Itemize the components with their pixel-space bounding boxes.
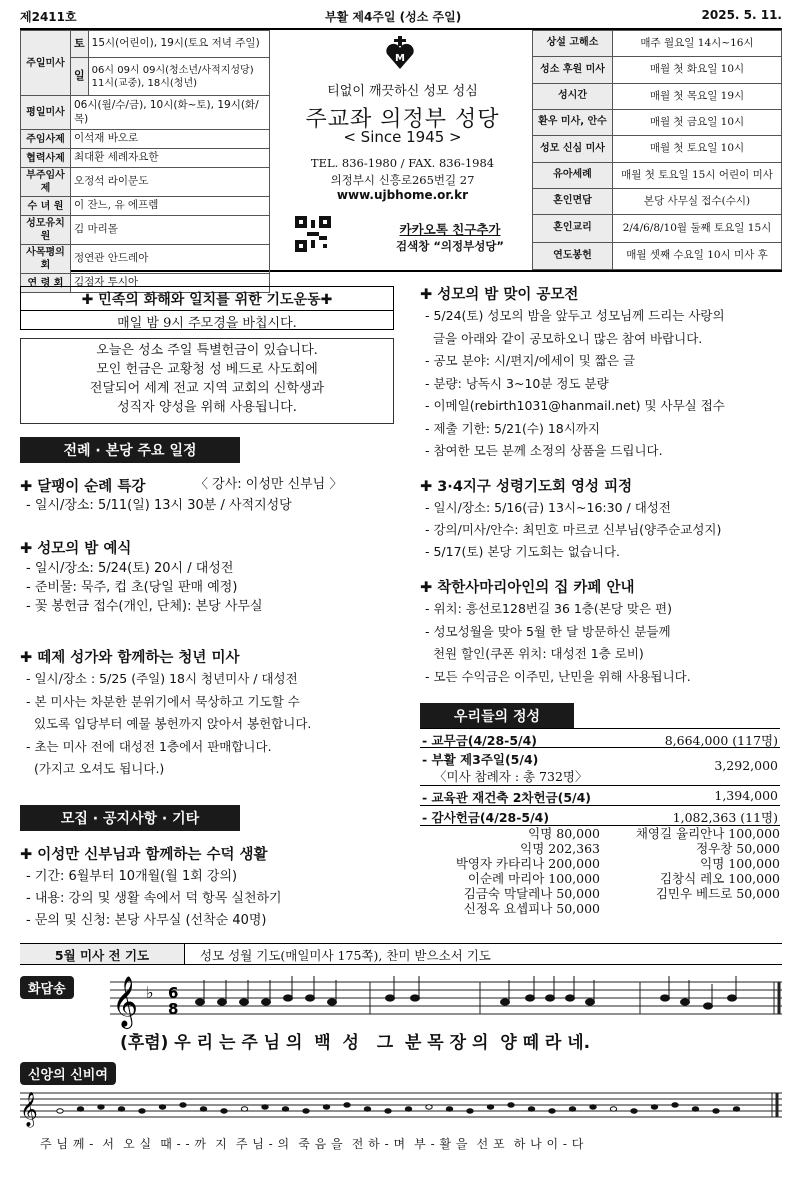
schedule-label: 혼인면담: [533, 188, 613, 214]
detail-line: - 모든 수익금은 이주민, 난민을 위해 사용됩니다.: [425, 668, 691, 684]
snail-detail: - 일시/장소: 5/11(일) 13시 30분 / 사적지성당: [26, 498, 292, 513]
label: 사목평의회: [21, 245, 71, 274]
prayer-movement-box: [20, 286, 394, 330]
detail-line: - 성모성월을 맞아 5월 한 달 방문하신 분들께: [425, 623, 671, 639]
note-head: [180, 1103, 186, 1107]
note-head: [566, 995, 575, 1001]
mystery-staff: [20, 1085, 782, 1133]
mystery-of-faith-tag: 신앙의 신비여: [20, 1062, 116, 1085]
note-head: [528, 1107, 534, 1111]
cafe-title-text: 착한사마리아인의 집 카페 안내: [437, 580, 635, 596]
top-bar: [20, 6, 782, 26]
snail-title: [20, 475, 145, 496]
prayer-bar-label: 5월 미사 전 기도: [20, 944, 185, 964]
schedule-row: [533, 215, 782, 242]
note-head: [728, 995, 737, 1001]
donor-row: [420, 856, 780, 871]
schedule-value: 매월 첫 토요일 15시 어린이 미사: [613, 162, 782, 188]
schedule-value: 2/4/6/8/10월 둘째 토요일 15시: [613, 215, 782, 242]
schedule-row: [533, 109, 782, 135]
schedule-row: [533, 242, 782, 269]
taize-title: [20, 646, 240, 667]
phone: TEL. 836-1980 / FAX. 836-1984: [310, 156, 495, 170]
detail-line: - 이메일(rebirth1031@hanmail.net) 및 사무실 접수: [425, 398, 725, 413]
detail-line: (가지고 오셔도 됩니다.): [26, 761, 165, 776]
offering-note: 〈미사 참례자 : 총 732명〉: [434, 769, 588, 784]
kakao-friend-link[interactable]: 카카오톡 친구추가: [399, 222, 501, 237]
time-signature-top: 6: [168, 984, 179, 1002]
poem-title-text: 성모의 밤 맞이 공모전: [437, 287, 579, 303]
cross-icon: ✚: [20, 541, 33, 557]
schedule-row: [533, 57, 782, 83]
cafe-title: [420, 576, 634, 597]
label: 수 녀 원: [21, 197, 71, 216]
offering-label: - 교육관 재건축 2차헌금(5/4): [422, 790, 592, 805]
schedule-row: [533, 83, 782, 109]
address: 의정부시 신흥로265번길 27: [330, 173, 475, 187]
offering-label: - 부활 제3주일(5/4): [422, 752, 539, 767]
schedule-label: 연도봉헌: [533, 242, 613, 269]
donor-entry: 이순례 마리아 100,000: [467, 871, 600, 886]
retreat-title: [20, 843, 268, 864]
note-head: [196, 999, 205, 1005]
cross-icon: ✚: [20, 650, 33, 666]
cross-icon: ✚: [420, 287, 433, 303]
label: 일: [71, 58, 89, 96]
schedule-value: 매월 첫 화요일 10시: [613, 57, 782, 83]
kakao-search-hint: 검색창 “의정부성당”: [396, 239, 504, 253]
poem-title: [420, 283, 578, 304]
treble-clef-icon: 𝄞: [112, 976, 139, 1027]
donor-row: [420, 871, 780, 886]
offering-list: [420, 728, 780, 916]
schedule-row: [533, 136, 782, 162]
cross-icon: ✚: [20, 847, 33, 863]
schedule-label: 성시간: [533, 83, 613, 109]
schedule-label: 유아세례: [533, 162, 613, 188]
detail-line: - 준비물: 묵주, 컵 초(당일 판매 예정): [26, 579, 238, 595]
note-head: [218, 999, 227, 1005]
schedule-row: [533, 31, 782, 57]
note-head: [98, 1105, 104, 1109]
special-line: 오늘은 성소 주일 특별헌금이 있습니다.: [96, 343, 318, 358]
donor-row: [420, 826, 780, 841]
note-head: [405, 1107, 411, 1111]
donor-entry: 채영길 율리안나 100,000: [635, 826, 780, 841]
note-head: [672, 1103, 678, 1107]
note-head: [631, 1109, 637, 1113]
label: 성모유치원: [21, 216, 71, 245]
donor-entry: 정우창 50,000: [696, 841, 780, 856]
week-title: 부활 제4주일 (성소 주일): [325, 10, 462, 24]
mystery-notes: [57, 1103, 740, 1113]
offering-row: [420, 728, 780, 748]
note-head: [118, 1107, 124, 1111]
schedule-value: 매주 월요일 14시~16시: [613, 31, 782, 57]
value: 김점자 투시아: [71, 274, 270, 293]
schedule-value: 매월 셋째 수요일 10시 미사 후: [613, 242, 782, 269]
detail-line: - 꽃 봉헌금 접수(개인, 단체): 본당 사무실: [26, 598, 263, 614]
detail-line: - 제출 기한: 5/21(수) 18시까지: [425, 420, 600, 436]
schedule-row: [533, 162, 782, 188]
label: 부주임사제: [21, 168, 71, 197]
offering-amount: 1,394,000: [714, 788, 778, 803]
note-head: [651, 1105, 657, 1109]
value: 정연관 안드레아: [71, 245, 270, 274]
detail-line: - 5/17(토) 본당 기도회는 없습니다.: [425, 543, 621, 559]
donor-entry: 박영자 카타리나 200,000: [455, 856, 600, 871]
mary-night-title-text: 성모의 밤 예식: [37, 541, 132, 557]
label: 주임사제: [21, 130, 71, 149]
special-collection-box: [20, 338, 394, 424]
schedule-row: [533, 188, 782, 214]
offering-header: 우리들의 정성: [420, 703, 574, 729]
donor-entry: 익명 80,000: [528, 826, 600, 841]
offering-row: [420, 786, 780, 806]
date: 2025. 5. 11.: [701, 8, 782, 22]
note-head: [57, 1109, 63, 1113]
prayer-movement-title: ✚ 민족의 화해와 일치를 위한 기도운동✚: [81, 292, 333, 308]
since: < Since 1945 >: [343, 128, 462, 146]
donor-row: [420, 841, 780, 856]
section-liturgy-header: 전례 · 본당 주요 일정: [20, 437, 240, 463]
value: 06시 09시 09시(청소년/사적지성당) 11시(교중), 18시(청년): [88, 58, 269, 96]
note-head: [526, 995, 535, 1001]
mary-night-title: [20, 537, 131, 558]
label: 연 령 회: [21, 274, 71, 293]
donor-row: [420, 886, 780, 901]
cross-icon: ✚: [20, 479, 33, 495]
note-head: [262, 999, 271, 1005]
schedule-value: 매월 첫 토요일 10시: [613, 136, 782, 162]
detail-line: - 일시/장소: 5/16(금) 13시~16:30 / 대성전: [425, 500, 671, 515]
donor-entry: 김창식 레오 100,000: [659, 871, 780, 886]
detail-line: - 기간: 6월부터 10개월(월 1회 강의): [26, 869, 238, 884]
mary-night-body: [26, 560, 263, 617]
tagline: 티없이 깨끗하신 성모 성심: [327, 84, 478, 99]
schedule-value: 본당 사무실 접수(수시): [613, 188, 782, 214]
note-head: [323, 1105, 329, 1109]
note-head: [344, 1103, 350, 1107]
prayer-movement-text: 매일 밤 9시 주모경을 바칩시다.: [21, 310, 393, 331]
parish-info: [275, 30, 530, 270]
note-head: [200, 1107, 206, 1111]
mass-prayer-bar: [20, 943, 782, 965]
label: 평일미사: [21, 96, 71, 130]
note-head: [487, 1105, 493, 1109]
donor-table: [420, 826, 780, 916]
note-head: [692, 1107, 698, 1111]
label: 협력사제: [21, 149, 71, 168]
note-head: [386, 995, 395, 1001]
donor-entry: 익명 100,000: [700, 856, 780, 871]
schedule-value: 매월 첫 목요일 19시: [613, 83, 782, 109]
donor-entry: [600, 901, 780, 916]
qr-code-icon[interactable]: [295, 216, 331, 252]
snail-lecturer: 〈 강사: 이성만 신부님 〉: [195, 477, 343, 492]
label: 토: [71, 31, 89, 58]
note-head: [159, 1105, 165, 1109]
detail-line: - 초는 미사 전에 대성전 1층에서 판매합니다.: [26, 738, 272, 754]
note-head: [704, 1003, 713, 1009]
donor-entry: 익명 202,363: [520, 841, 600, 856]
note-head: [77, 1107, 83, 1111]
detail-line: - 일시/장소: 5/24(토) 20시 / 대성전: [26, 561, 234, 576]
note-head: [221, 1109, 227, 1113]
label: 주일미사: [21, 31, 71, 96]
note-head: [590, 1105, 596, 1109]
detail-line: - 공모 분야: 시/편지/에세이 및 짧은 글: [425, 353, 636, 368]
schedule-label: 혼인교리: [533, 215, 613, 242]
note-head: [284, 995, 293, 1001]
note-head: [549, 1109, 555, 1113]
schedule-label: 성모 신심 미사: [533, 136, 613, 162]
value: 이석재 바오로: [71, 130, 270, 149]
detail-line: - 5/24(토) 성모의 밤을 앞두고 성모님께 드리는 사랑의: [425, 308, 725, 323]
note-head: [501, 999, 510, 1005]
snail-title-text: 달팽이 순례 특강: [37, 479, 146, 495]
offering-amount: 3,292,000: [714, 758, 778, 773]
detail-line: - 참여한 모든 분께 소정의 상품을 드립니다.: [425, 443, 663, 458]
psalm-lyrics: (후렴) 우 리 는 주 님 의 백 성 그 분 목 장 의 양 떼 라 네.: [120, 1033, 591, 1053]
section-notice-header: 모집 · 공지사항 · 기타: [20, 805, 240, 831]
note-head: [364, 1107, 370, 1111]
note-head: [303, 1109, 309, 1113]
note-head: [733, 1107, 739, 1111]
note-head: [385, 1109, 391, 1113]
note-head: [610, 1107, 616, 1111]
special-line: 모인 헌금은 교황청 성 베드로 사도회에: [96, 361, 318, 377]
donor-entry: 김금숙 막달레나 50,000: [463, 886, 600, 901]
time-signature-bottom: 8: [168, 1000, 179, 1018]
detail-line: 있도록 입당부터 예물 봉헌까지 앉아서 봉헌합니다.: [26, 716, 312, 731]
cafe-body: [425, 598, 691, 688]
schedule-label: 상설 고해소: [533, 31, 613, 57]
mystery-lyrics: 주 님 께 - 서 오 실 때 - - 까 지 주 님 - 의 죽 음 을 전 하 - 며 부 - 활 을 선 포 하 나 이 - 다: [40, 1137, 584, 1151]
note-head: [569, 1107, 575, 1111]
detail-line: - 일시/장소 : 5/25 (주일) 18시 청년미사 / 대성전: [26, 671, 298, 686]
detail-line: - 문의 및 신청: 본당 사무실 (선착순 40명): [26, 913, 267, 929]
donor-row: [420, 901, 780, 916]
note-head: [546, 995, 555, 1001]
sacred-heart-emblem-icon: [385, 36, 415, 70]
spirit-title-text: 3·4지구 성령기도회 영성 피정: [437, 479, 633, 495]
poem-body: [425, 305, 725, 463]
detail-line: - 위치: 흥선로128번길 36 1층(본당 맞은 편): [425, 601, 673, 616]
spirit-body: [425, 497, 721, 563]
psalm-notes: [196, 976, 737, 1009]
detail-line: - 내용: 강의 및 생활 속에서 덕 항목 실천하기: [26, 891, 282, 907]
header: [20, 28, 782, 289]
donor-entry: 신정옥 요셉피나 50,000: [463, 901, 600, 916]
detail-line: 천원 할인(쿠폰 위치: 대성전 1층 로비): [425, 646, 644, 661]
detail-line: - 강의/미사/안수: 최민호 마르코 신부님(양주순교성지): [425, 521, 722, 537]
special-line: 전달되어 세계 전교 지역 교회의 신학생과: [89, 380, 325, 396]
offering-label: - 교무금(4/28-5/4): [422, 733, 537, 748]
schedule-label: 환우 미사, 안수: [533, 109, 613, 135]
note-head: [681, 999, 690, 1005]
cross-icon: ✚: [420, 580, 433, 596]
issue-number: 제2411호: [20, 10, 77, 24]
note-head: [282, 1107, 288, 1111]
note-head: [426, 1105, 432, 1109]
website-link[interactable]: www.ujbhome.or.kr: [336, 188, 469, 202]
value: 김 마리몰: [71, 216, 270, 245]
cross-icon: ✚: [420, 479, 433, 495]
note-head: [446, 1107, 452, 1111]
note-head: [661, 995, 670, 1001]
offering-amount: 8,664,000 (117명): [664, 733, 778, 748]
mass-schedule-table: [20, 30, 270, 293]
taize-title-text: 떼제 성가와 함께하는 청년 미사: [37, 650, 240, 666]
offering-amount: 1,082,363 (11명): [672, 810, 778, 825]
note-head: [508, 1103, 514, 1107]
note-head: [139, 1109, 145, 1113]
detail-line: - 본 미사는 차분한 분위기에서 묵상하고 기도할 수: [26, 693, 300, 709]
schedule-value: 매월 첫 금요일 10시: [613, 109, 782, 135]
donor-entry: 김민우 베드로 50,000: [655, 886, 780, 901]
sacrament-schedule-table: [532, 30, 782, 270]
offering-label: - 감사헌금(4/28-5/4): [422, 810, 550, 825]
note-head: [586, 999, 595, 1005]
value: 오정석 라이문도: [71, 168, 270, 197]
parish-name: 주교좌 의정부 성당: [305, 107, 500, 132]
offering-row: [420, 748, 780, 786]
note-head: [713, 1109, 719, 1113]
prayer-bar-text: 성모 성월 기도(매일미사 175쪽), 찬미 받으소서 기도: [200, 948, 491, 963]
offering-row: [420, 806, 780, 826]
note-head: [411, 995, 420, 1001]
taize-body: [26, 668, 311, 781]
note-head: [262, 1105, 268, 1109]
detail-line: - 분량: 낭독시 3~10분 정도 분량: [425, 375, 609, 391]
spirit-title: [420, 475, 632, 496]
value: 최대환 세례자요한: [71, 149, 270, 168]
psalm-tag: 화답송: [20, 976, 74, 999]
special-line: 성직자 양성을 위해 사용됩니다.: [117, 399, 297, 415]
note-head: [241, 1107, 247, 1111]
note-head: [240, 999, 249, 1005]
note-head: [306, 995, 315, 1001]
detail-line: 글을 아래와 같이 공모하오니 많은 참여 바랍니다.: [425, 330, 703, 346]
retreat-body: [26, 866, 282, 932]
value: 이 잔느, 유 에프렘: [71, 197, 270, 216]
note-head: [328, 999, 337, 1005]
value: 15시(어린이), 19시(토요 저녁 주일): [88, 31, 269, 58]
value: 06시(월/수/금), 10시(화~토), 19시(화/목): [71, 96, 270, 130]
note-head: [467, 1109, 473, 1113]
retreat-title-text: 이성만 신부님과 함께하는 수덕 생활: [37, 847, 268, 863]
treble-clef-icon: 𝄞: [20, 1092, 38, 1127]
schedule-label: 성소 후원 미사: [533, 57, 613, 83]
emblem-letter: M: [395, 53, 405, 64]
flat-icon: ♭: [146, 983, 154, 1002]
